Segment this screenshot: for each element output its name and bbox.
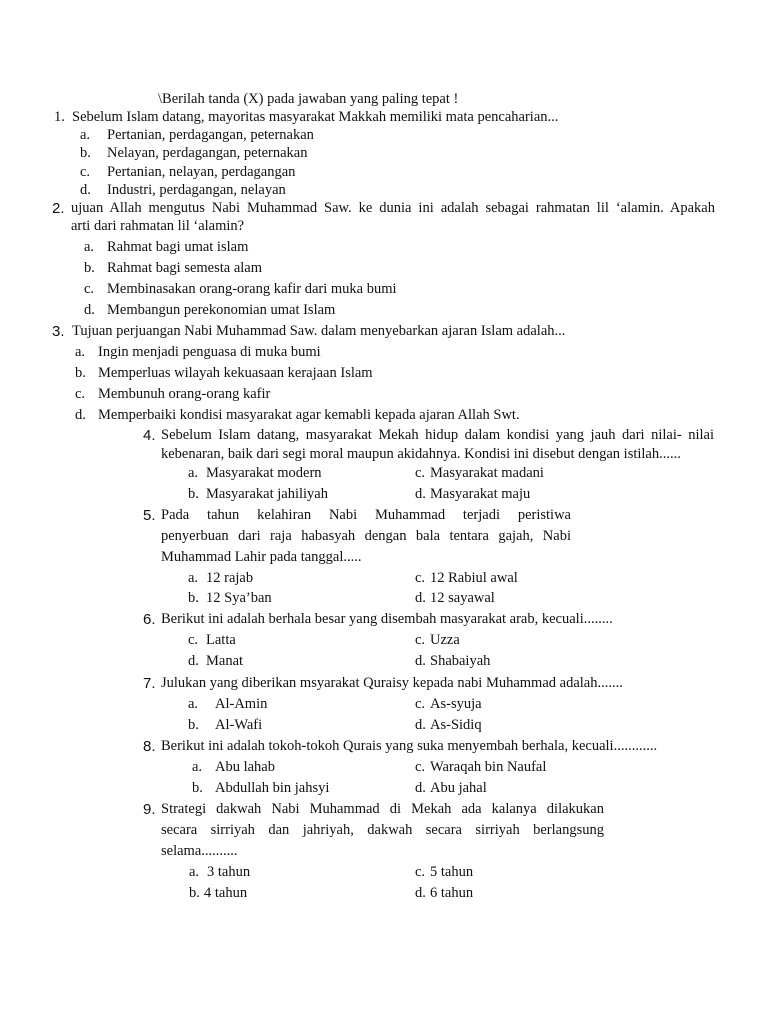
question-8-number: 8. [143, 738, 156, 755]
q2-option-a-text: Rahmat bagi umat islam [107, 239, 249, 255]
q4-option-c-letter: c. [415, 465, 426, 481]
q6-option-4-text: Shabaiyah [430, 653, 491, 669]
q1-option-b-text: Nelayan, perdagangan, peternakan [107, 145, 308, 161]
q2-option-d-text: Membangun perekonomian umat Islam [107, 302, 336, 318]
q3-option-c-letter: c. [75, 386, 86, 402]
q8-option-c-text: Waraqah bin Naufal [430, 759, 547, 775]
q7-option-c-letter: c. [415, 696, 426, 712]
question-9-text-line-3: selama.......... [161, 843, 238, 859]
q1-option-a-text: Pertanian, perdagangan, peternakan [107, 127, 314, 143]
question-3-number: 3. [52, 323, 65, 340]
q1-option-a-letter: a. [80, 127, 91, 143]
q6-option-2-text: Uzza [430, 632, 460, 648]
question-2-number: 2. [52, 200, 65, 217]
q4-option-a-letter: a. [188, 465, 199, 481]
question-3-text: Tujuan perjuangan Nabi Muhammad Saw. dalam menyebarkan ajaran Islam adalah... [72, 323, 566, 339]
q1-option-c-letter: c. [80, 164, 91, 180]
q5-option-a-text: 12 rajab [206, 570, 254, 586]
q8-option-a-letter: a. [192, 759, 203, 775]
q7-option-c-text: As-syuja [430, 696, 482, 712]
q6-option-3-letter: d. [188, 653, 199, 669]
q3-option-c-text: Membunuh orang-orang kafir [98, 386, 271, 402]
q6-option-4-letter: d. [415, 653, 426, 669]
question-5-number: 5. [143, 507, 156, 524]
question-4-text-line-1: Sebelum Islam datang, masyarakat Mekah hidup dalam kondisi yang jauh dari nilai- nilai [161, 427, 714, 443]
question-9-text-line-1: Strategi dakwah Nabi Muhammad di Mekah ada kalanya dilakukan [161, 801, 604, 817]
q3-option-a-text: Ingin menjadi penguasa di muka bumi [98, 344, 321, 360]
q4-option-b-letter: b. [188, 486, 199, 502]
question-8-text: Berikut ini adalah tokoh-tokoh Qurais yang suka menyembah berhala, kecuali............ [161, 738, 658, 754]
q8-option-d-text: Abu jahal [430, 780, 487, 796]
q8-option-b-text: Abdullah bin jahsyi [215, 780, 330, 796]
q2-option-c-text: Membinasakan orang-orang kafir dari muka bumi [107, 281, 397, 297]
q6-option-3-text: Manat [206, 653, 244, 669]
q6-option-2-letter: c. [415, 632, 426, 648]
q1-option-d-text: Industri, perdagangan, nelayan [107, 182, 286, 198]
q3-option-b-letter: b. [75, 365, 86, 381]
q5-option-d-text: 12 sayawal [430, 590, 495, 606]
q5-option-b-letter: b. [188, 590, 199, 606]
q9-option-c-letter: c. [415, 864, 426, 880]
q8-option-b-letter: b. [192, 780, 203, 796]
q4-option-d-letter: d. [415, 486, 426, 502]
question-7-number: 7. [143, 675, 156, 692]
q5-option-d-letter: d. [415, 590, 426, 606]
q4-option-d-text: Masyarakat maju [430, 486, 531, 502]
question-1-text: Sebelum Islam datang, mayoritas masyarakat Makkah memiliki mata pencaharian... [72, 109, 559, 125]
question-5-text-line-3: Muhammad Lahir pada tanggal..... [161, 549, 362, 565]
q9-option-c-text: 5 tahun [430, 864, 474, 880]
q9-option-b-letter: b. [189, 885, 200, 901]
q1-option-b-letter: b. [80, 145, 91, 161]
q7-option-d-letter: d. [415, 717, 426, 733]
question-9-number: 9. [143, 801, 156, 818]
q4-option-c-text: Masyarakat madani [430, 465, 544, 481]
question-2-text-line-2: arti dari rahmatan lil ‘alamin? [71, 218, 245, 234]
q8-option-a-text: Abu lahab [215, 759, 275, 775]
question-6-text: Berikut ini adalah berhala besar yang disembah masyarakat arab, kecuali........ [161, 611, 613, 627]
q6-option-1-letter: c. [188, 632, 199, 648]
q7-option-a-text: Al-Amin [215, 696, 268, 712]
q5-option-a-letter: a. [188, 570, 199, 586]
q3-option-d-letter: d. [75, 407, 86, 423]
q2-option-c-letter: c. [84, 281, 95, 297]
q3-option-d-text: Memperbaiki kondisi masyarakat agar kemabli kepada ajaran Allah Swt. [98, 407, 520, 423]
q4-option-b-text: Masyarakat jahiliyah [206, 486, 328, 502]
q8-option-c-letter: c. [415, 759, 426, 775]
q1-option-c-text: Pertanian, nelayan, perdagangan [107, 164, 296, 180]
question-5-text-line-2: penyerbuan dari raja habasyah dengan bala tentara gajah, Nabi [161, 528, 571, 544]
question-1-number: 1. [54, 109, 65, 125]
q7-option-b-text: Al-Wafi [215, 717, 263, 733]
q5-option-c-letter: c. [415, 570, 426, 586]
q9-option-d-text: 6 tahun [430, 885, 474, 901]
q7-option-b-letter: b. [188, 717, 199, 733]
question-2-text-line-1: ujuan Allah mengutus Nabi Muhammad Saw. ke dunia ini adalah sebagai rahmatan lil ‘alamin. Apakah [71, 200, 715, 216]
question-5-text-line-1: Pada tahun kelahiran Nabi Muhammad terjadi peristiwa [161, 507, 571, 523]
q3-option-b-text: Memperluas wilayah kekuasaan kerajaan Islam [98, 365, 373, 381]
question-7-text: Julukan yang diberikan msyarakat Quraisy kepada nabi Muhammad adalah....... [161, 675, 623, 691]
q1-option-d-letter: d. [80, 182, 91, 198]
question-4-text-line-2: kebenaran, baik dari segi moral maupun akidahnya. Kondisi ini disebut dengan istilah...... [161, 446, 681, 462]
q3-option-a-letter: a. [75, 344, 86, 360]
q4-option-a-text: Masyarakat modern [206, 465, 322, 481]
instruction-text: \Berilah tanda (X) pada jawaban yang paling tepat ! [158, 91, 459, 107]
q2-option-d-letter: d. [84, 302, 95, 318]
question-6-number: 6. [143, 611, 156, 628]
q2-option-b-letter: b. [84, 260, 95, 276]
q7-option-d-text: As-Sidiq [430, 717, 482, 733]
q9-option-a-text: 3 tahun [207, 864, 251, 880]
q5-option-c-text: 12 Rabiul awal [430, 570, 518, 586]
q2-option-b-text: Rahmat bagi semesta alam [107, 260, 263, 276]
question-9-text-line-2: secara sirriyah dan jahriyah, dakwah secara sirriyah berlangsung [161, 822, 604, 838]
question-4-number: 4. [143, 427, 156, 444]
q2-option-a-letter: a. [84, 239, 95, 255]
q8-option-d-letter: d. [415, 780, 426, 796]
q9-option-a-letter: a. [189, 864, 200, 880]
q6-option-1-text: Latta [206, 632, 236, 648]
q5-option-b-text: 12 Sya’ban [206, 590, 272, 606]
q9-option-b-text: 4 tahun [204, 885, 248, 901]
q9-option-d-letter: d. [415, 885, 426, 901]
q7-option-a-letter: a. [188, 696, 199, 712]
